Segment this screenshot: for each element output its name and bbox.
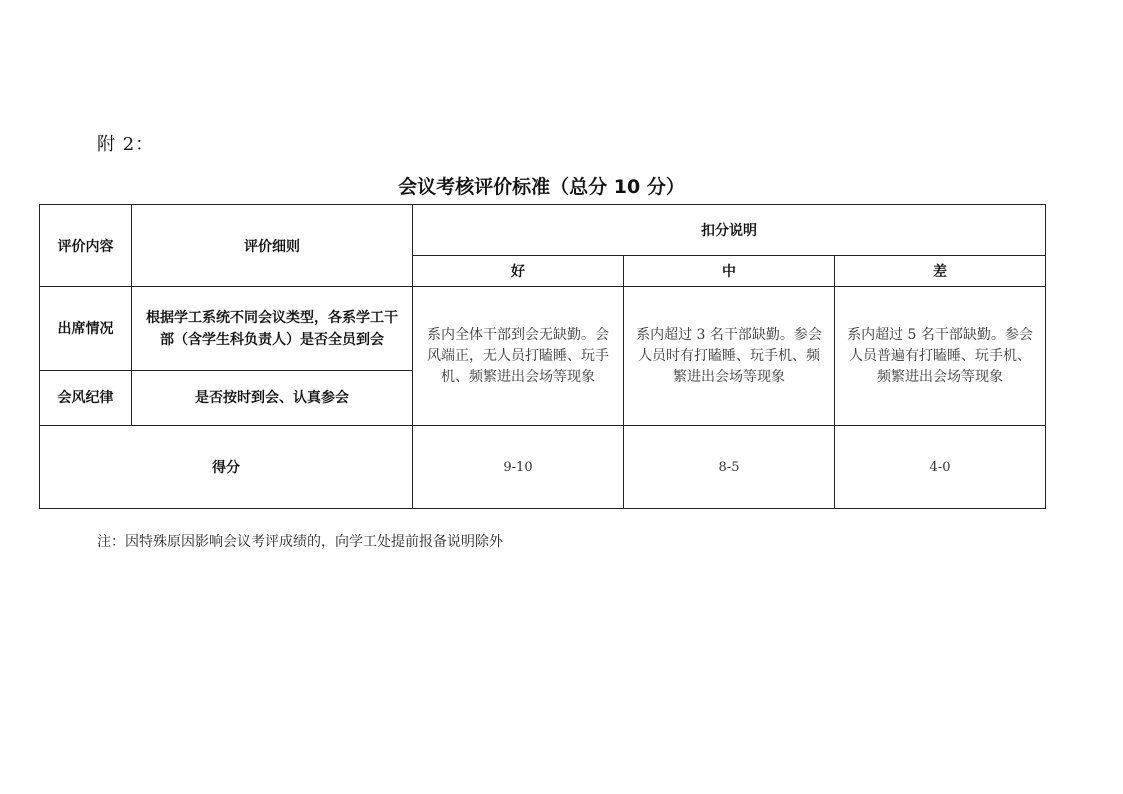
row-attendance-label: 出席情况: [40, 287, 132, 371]
evaluation-table: [39, 204, 1046, 509]
header-medium: 中: [624, 256, 835, 287]
score-label: 得分: [40, 426, 413, 509]
header-deduction-notes: 扣分说明: [413, 205, 1046, 256]
description-medium: 系内超过 3 名干部缺勤。参会人员时有打瞌睡、玩手机、频繁进出会场等现象: [624, 287, 835, 426]
footnote: 注：因特殊原因影响会议考评成绩的，向学工处提前报备说明除外: [97, 534, 503, 550]
row-discipline-label: 会风纪律: [40, 371, 132, 426]
document-title: 会议考核评价标准（总分 10 分）: [398, 176, 685, 198]
score-medium: 8-5: [624, 426, 835, 509]
header-evaluation-details: 评价细则: [132, 205, 413, 287]
header-good: 好: [413, 256, 624, 287]
header-poor: 差: [835, 256, 1046, 287]
header-evaluation-content: 评价内容: [40, 205, 132, 287]
row-discipline-details: 是否按时到会、认真参会: [132, 371, 413, 426]
score-poor: 4-0: [835, 426, 1046, 509]
score-good: 9-10: [413, 426, 624, 509]
row-attendance-details: 根据学工系统不同会议类型，各系学工干部（含学生科负责人）是否全员到会: [132, 287, 413, 371]
description-good: 系内全体干部到会无缺勤。会风端正，无人员打瞌睡、玩手机、频繁进出会场等现象: [413, 287, 624, 426]
attachment-label: 附 2：: [97, 134, 155, 155]
description-poor: 系内超过 5 名干部缺勤。参会人员普遍有打瞌睡、玩手机、频繁进出会场等现象: [835, 287, 1046, 426]
